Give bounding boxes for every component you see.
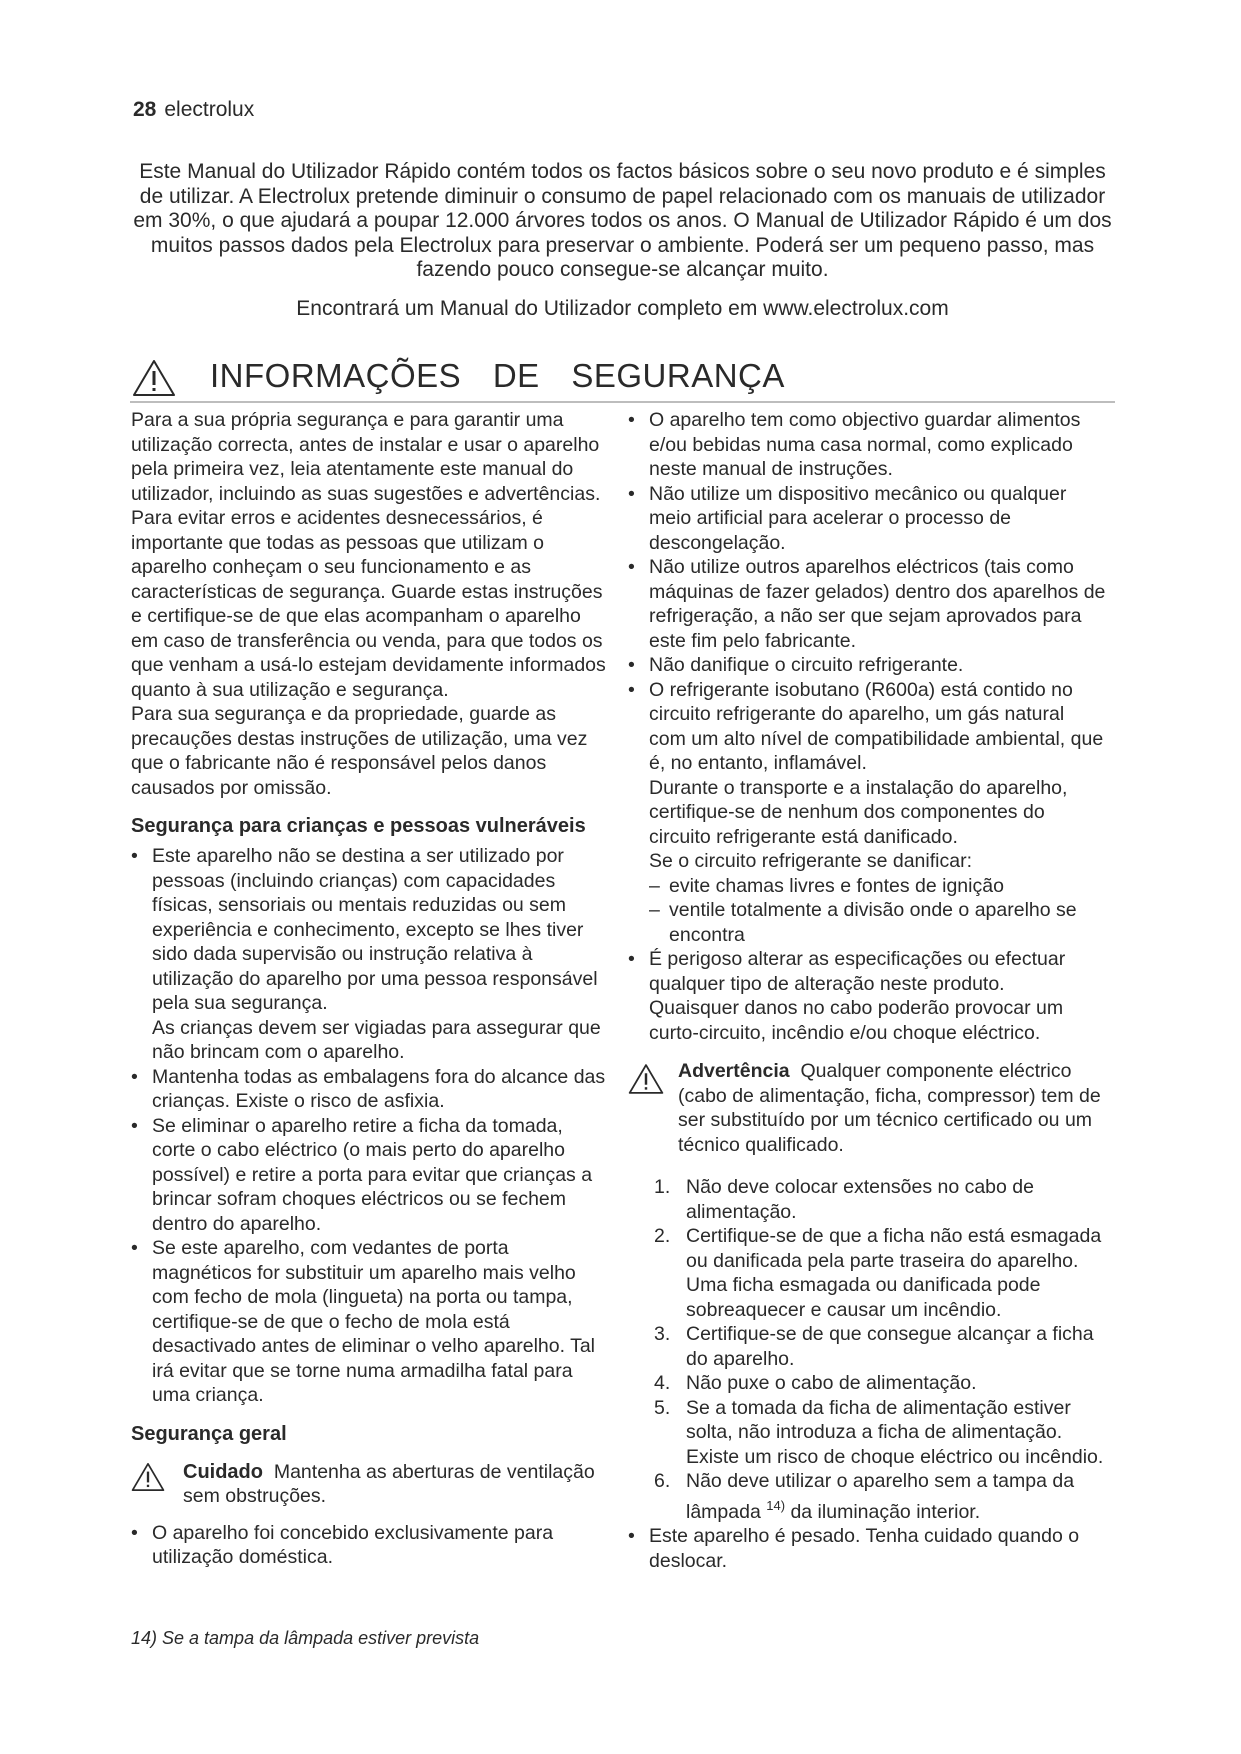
numbered-item bbox=[654, 1175, 1106, 1224]
caution-notice bbox=[131, 1460, 606, 1509]
item-number: 4. bbox=[654, 1372, 671, 1394]
item-text: da iluminação interior. bbox=[790, 1500, 981, 1523]
list-item: • Não danifique o circuito refrigerante. bbox=[628, 653, 1106, 678]
full-manual-note: Encontrará um Manual do Utilizador completo em www.electrolux.com bbox=[296, 296, 949, 320]
numbered-item bbox=[654, 1371, 1106, 1396]
children-safety-heading: Segurança para crianças e pessoas vulneráveis bbox=[131, 815, 586, 837]
children-safety-list bbox=[131, 844, 606, 1408]
right-column bbox=[628, 408, 1106, 1573]
warning-triangle-icon bbox=[628, 1063, 664, 1102]
item-text: Certifique-se de que a ficha não está esmagada ou danificada pela parte traseira do aparelho. Uma ficha esmagada ou danificada pode sobreaquecer e causar um incêndio. bbox=[686, 1225, 1102, 1321]
dash-item: – ventile totalmente a divisão onde o aparelho se encontra bbox=[649, 898, 1106, 947]
item-number: 1. bbox=[654, 1176, 671, 1198]
safety-intro-paragraph: Para a sua própria segurança e para garantir uma utilização correcta, antes de instalar e usar o aparelho pela primeira vez, leia atentamente este manual do utilizador, incluindo as suas sugestões e advertências. Para evitar erros e acidentes desnecessários, é importante que todas as pessoas que utilizam o aparelho conheçam o seu funcionamento e as características de segurança. Guarde estas instruções e certifique-se de que elas acompanham o aparelho em caso de transferência ou venda, para que todos os que venham a usá-lo estejam devidamente informados quanto à sua utilização e segurança. bbox=[131, 409, 606, 701]
item-number: 6. bbox=[654, 1470, 671, 1492]
list-item bbox=[131, 844, 606, 1065]
list-item-text: Este aparelho não se destina a ser utilizado por pessoas (incluindo crianças) com capacidades físicas, sensoriais ou mentais reduzidas ou sem experiência e conhecimento, excepto se lhes tiver sido dada supervisão ou instrução relativa à utilização do aparelho por uma pessoa responsável pela sua segurança. bbox=[152, 845, 598, 1014]
item-text: Não deve utilizar o aparelho sem a tampa da lâmpada bbox=[686, 1470, 1075, 1523]
list-item: • Este aparelho é pesado. Tenha cuidado quando o deslocar. bbox=[628, 1524, 1106, 1573]
item-text: Não puxe o cabo de alimentação. bbox=[686, 1372, 977, 1394]
list-item: • Não utilize outros aparelhos eléctricos (tais como máquinas de fazer gelados) dentro dos aparelhos de refrigeração, a não ser que sejam aprovados para este fim pelo fabricante. bbox=[628, 555, 1106, 653]
list-item bbox=[628, 678, 1106, 948]
caution-label: Cuidado bbox=[183, 1460, 263, 1483]
page-header bbox=[133, 98, 254, 122]
item-number: 3. bbox=[654, 1323, 671, 1345]
item-number: 5. bbox=[654, 1396, 671, 1419]
list-item-text: Se o circuito refrigerante se danificar: bbox=[649, 850, 972, 872]
numbered-item bbox=[654, 1224, 1106, 1322]
list-item: • Se eliminar o aparelho retire a ficha da tomada, corte o cabo eléctrico (o mais perto do aparelho possível) e retire a porta para evitar que crianças a brincar sofram choques eléctricos ou se fechem dentro do aparelho. bbox=[131, 1114, 606, 1237]
section-title: INFORMAÇÕES DE SEGURANÇA bbox=[210, 357, 785, 394]
intro-block bbox=[130, 160, 1115, 321]
general-safety-list-continued bbox=[628, 408, 1106, 1045]
page-number: 28 bbox=[133, 98, 157, 121]
warning-label: Advertência bbox=[678, 1060, 790, 1082]
section-title-row bbox=[130, 355, 1115, 403]
list-item-text: As crianças devem ser vigiadas para assegurar que não brincam com o aparelho. bbox=[152, 1016, 601, 1063]
intro-paragraph: Este Manual do Utilizador Rápido contém todos os factos básicos sobre o seu novo produto e é simples de utilizar. A Electrolux pretende diminuir o consumo de papel relacionado com os manuais de utilizador em 30%, o que ajudará a poupar 12.000 árvores todos os anos. O Manual de Utilizador Rápido é um dos muitos passos dados pela Electrolux para preservar o ambiente. Poderá ser um pequeno passo, mas fazendo pouco consegue-se alcançar muito. bbox=[133, 160, 1112, 281]
dash-item: – evite chamas livres e fontes de ignição bbox=[649, 874, 1106, 899]
handling-list bbox=[628, 1524, 1106, 1573]
general-safety-list bbox=[131, 1521, 606, 1570]
brand-name: electrolux bbox=[164, 98, 255, 121]
caution-text: Mantenha as aberturas de ventilação sem obstruções. bbox=[183, 1460, 595, 1507]
warning-triangle-icon bbox=[131, 1462, 165, 1499]
list-item: • O aparelho foi concebido exclusivamente para utilização doméstica. bbox=[131, 1521, 606, 1570]
footnote-ref: 14) bbox=[766, 1497, 786, 1513]
list-item-text: Quaisquer danos no cabo poderão provocar um curto-circuito, incêndio e/ou choque eléctrico. bbox=[649, 997, 1064, 1044]
item-number: 2. bbox=[654, 1225, 671, 1247]
item-text: Se a tomada da ficha de alimentação estiver solta, não introduza a ficha de alimentação. Existe um risco de choque eléctrico ou incêndio. bbox=[686, 1396, 1104, 1468]
footnote: 14) Se a tampa da lâmpada estiver prevista bbox=[131, 1628, 480, 1648]
numbered-item bbox=[654, 1396, 1106, 1470]
warning-notice bbox=[628, 1059, 1106, 1157]
numbered-item bbox=[654, 1322, 1106, 1371]
electrical-safety-list bbox=[628, 1175, 1106, 1524]
warning-text: Qualquer componente eléctrico (cabo de alimentação, ficha, compressor) tem de ser substituído por um técnico certificado ou um técnico qualificado. bbox=[678, 1060, 1101, 1156]
list-item: • Se este aparelho, com vedantes de porta magnéticos for substituir um aparelho mais velho com fecho de mola (lingueta) na porta ou tampa, certifique-se de que o fecho de mola está desactivado antes de eliminar o velho aparelho. Tal irá evitar que se torne numa armadilha fatal para uma criança. bbox=[131, 1236, 606, 1408]
list-item: • Mantenha todas as embalagens fora do alcance das crianças. Existe o risco de asfixia. bbox=[131, 1065, 606, 1114]
refrigerant-damage-steps bbox=[649, 874, 1106, 948]
safety-liability-paragraph: Para sua segurança e da propriedade, guarde as precauções destas instruções de utilização, uma vez que o fabricante não é responsável pelos danos causados por omissão. bbox=[131, 703, 588, 799]
warning-triangle-icon bbox=[132, 359, 176, 402]
list-item bbox=[628, 947, 1106, 1045]
list-item: • Não utilize um dispositivo mecânico ou qualquer meio artificial para acelerar o processo de descongelação. bbox=[628, 482, 1106, 556]
list-item-text: Durante o transporte e a instalação do aparelho, certifique-se de nenhum dos componentes do circuito refrigerante está danificado. bbox=[649, 776, 1068, 848]
numbered-item bbox=[654, 1469, 1106, 1524]
left-column bbox=[131, 408, 606, 1570]
list-item-text: O refrigerante isobutano (R600a) está contido no circuito refrigerante do aparelho, um gás natural com um alto nível de compatibilidade ambiental, que é, no entanto, inflamável. bbox=[649, 678, 1104, 774]
general-safety-heading: Segurança geral bbox=[131, 1422, 287, 1445]
item-text: Não deve colocar extensões no cabo de alimentação. bbox=[686, 1176, 1034, 1223]
item-text: Certifique-se de que consegue alcançar a ficha do aparelho. bbox=[686, 1323, 1094, 1370]
list-item-text: É perigoso alterar as especificações ou efectuar qualquer tipo de alteração neste produto. bbox=[649, 948, 1066, 995]
list-item: • O aparelho tem como objectivo guardar alimentos e/ou bebidas numa casa normal, como explicado neste manual de instruções. bbox=[628, 408, 1106, 482]
